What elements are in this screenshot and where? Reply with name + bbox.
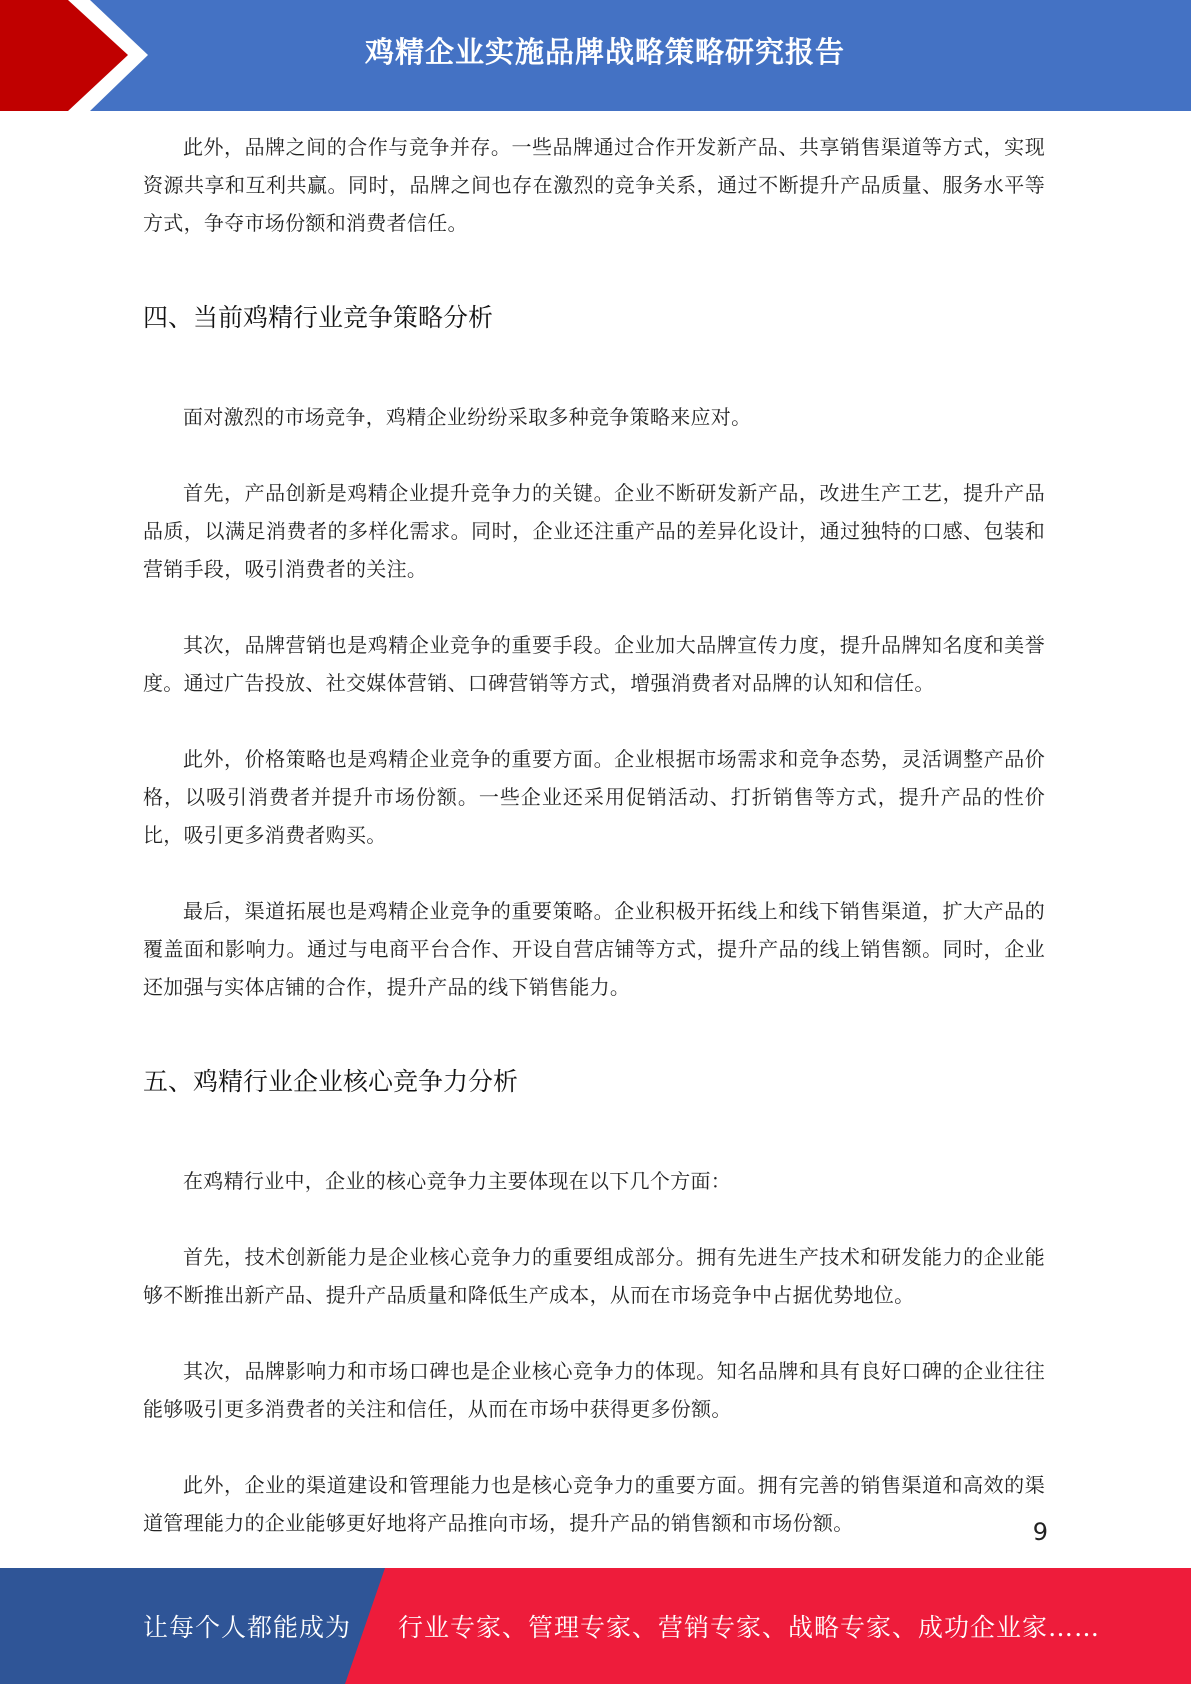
footer-slogan-left: 让每个人都能成为 xyxy=(143,1613,352,1642)
paragraph: 此外，价格策略也是鸡精企业竞争的重要方面。企业根据市场需求和竞争态势，灵活调整产品价格，以吸引消费者并提升市场份额。一些企业还采用促销活动、打折销售等方式，提升产品的性价比，吸引更多消费者购买。 xyxy=(143,747,1045,847)
paragraph: 在鸡精行业中，企业的核心竞争力主要体现在以下几个方面： xyxy=(183,1169,732,1193)
report-title: 鸡精企业实施品牌战略策略研究报告 xyxy=(364,34,845,69)
page-content xyxy=(143,128,1045,1542)
footer-slogan-right: 行业专家、管理专家、营销专家、战略专家、成功企业家…… xyxy=(398,1613,1101,1642)
page-number: 9 xyxy=(1032,1518,1048,1546)
paragraph: 此外，品牌之间的合作与竞争并存。一些品牌通过合作开发新产品、共享销售渠道等方式，实现资源共享和互利共赢。同时，品牌之间也存在激烈的竞争关系，通过不断提升产品质量、服务水平等方式，争夺市场份额和消费者信任。 xyxy=(143,135,1045,235)
section-heading: 五、鸡精行业企业核心竞争力分析 xyxy=(143,1067,519,1096)
paragraph: 其次，品牌营销也是鸡精企业竞争的重要手段。企业加大品牌宣传力度，提升品牌知名度和美誉度。通过广告投放、社交媒体营销、口碑营销等方式，增强消费者对品牌的认知和信任。 xyxy=(143,633,1045,695)
paragraph: 此外，企业的渠道建设和管理能力也是核心竞争力的重要方面。拥有完善的销售渠道和高效的渠道管理能力的企业能够更好地将产品推向市场，提升产品的销售额和市场份额。 xyxy=(143,1473,1045,1535)
paragraph: 其次，品牌影响力和市场口碑也是企业核心竞争力的体现。知名品牌和具有良好口碑的企业往往能够吸引更多消费者的关注和信任，从而在市场中获得更多份额。 xyxy=(143,1359,1045,1421)
paragraph: 最后，渠道拓展也是鸡精企业竞争的重要策略。企业积极开拓线上和线下销售渠道，扩大产品的覆盖面和影响力。通过与电商平台合作、开设自营店铺等方式，提升产品的线上销售额。同时，企业还加强与实体店铺的合作，提升产品的线下销售能力。 xyxy=(143,899,1045,999)
paragraph: 首先，产品创新是鸡精企业提升竞争力的关键。企业不断研发新产品，改进生产工艺，提升产品品质，以满足消费者的多样化需求。同时，企业还注重产品的差异化设计，通过独特的口感、包装和营销手段，吸引消费者的关注。 xyxy=(143,481,1045,581)
page-header xyxy=(0,0,1191,111)
page-footer xyxy=(0,1568,1191,1684)
paragraph: 首先，技术创新能力是企业核心竞争力的重要组成部分。拥有先进生产技术和研发能力的企业能够不断推出新产品、提升产品质量和降低生产成本，从而在市场竞争中占据优势地位。 xyxy=(143,1245,1045,1307)
section-heading: 四、当前鸡精行业竞争策略分析 xyxy=(143,303,494,332)
paragraph: 面对激烈的市场竞争，鸡精企业纷纷采取多种竞争策略来应对。 xyxy=(183,405,752,429)
